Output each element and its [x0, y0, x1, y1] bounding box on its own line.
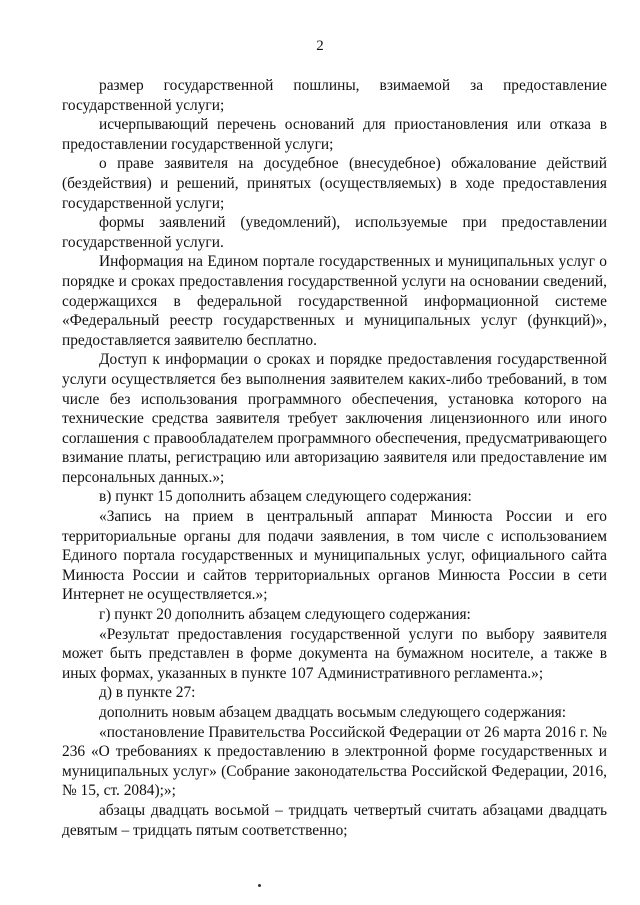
paragraph: дополнить новым абзацем двадцать восьмым следующего содержания: — [99, 704, 566, 721]
paragraph: в) пункт 15 дополнить абзацем следующего содержания: — [99, 488, 472, 506]
paragraph: формы заявлений (уведомлений), используемые при предоставлении государственной услуги. — [62, 214, 607, 251]
paragraph: исчерпывающий перечень оснований для приостановления или отказа в предоставлении государственной услуги; — [62, 116, 607, 153]
paragraph: о праве заявителя на досудебное (внесудебное) обжалование действий (бездействия) и решений, принятых (осуществляемых) в ходе предоставления государственной услуги; — [62, 155, 607, 212]
document-body — [62, 76, 607, 840]
scan-dot-mark — [258, 884, 261, 887]
page-number: 2 — [316, 38, 324, 54]
paragraph: размер государственной пошлины, взимаемой за предоставление государственной услуги; — [62, 77, 607, 114]
paragraph: «постановление Правительства Российской Федерации от 26 марта 2016 г. № 236 «О требованиях к предоставлению в электронной форме государственных и муниципальных услуг» (Собрание законодательства Российской Федерации, 2016, № 15, ст. 2084);»; — [62, 723, 607, 800]
paragraph: «Запись на прием в центральный аппарат Минюста России и его территориальные органы для подачи заявления, в том числе с использованием Единого портала государственных и муниципальных услуг, официального сайта Минюста России и сайтов территориальных органов Минюста России в сети Интернет не осуществляется.»; — [62, 508, 607, 604]
paragraph: Информация на Едином портале государственных и муниципальных услуг о порядке и сроках предоставления государственной услуги на основании сведений, содержащихся в федеральной государственной информационной системе «Федеральный реестр государственных и муниципальных услуг (функций)», предоставляется заявителю бесплатно. — [62, 253, 607, 349]
paragraph: «Результат предоставления государственной услуги по выбору заявителя может быть представлен в форме документа на бумажном носителе, а также в иных формах, указанных в пункте 107 Административного регламента.»; — [62, 625, 607, 682]
paragraph: г) пункт 20 дополнить абзацем следующего содержания: — [99, 606, 471, 624]
paragraph: д) в пункте 27: — [99, 684, 196, 702]
paragraph: Доступ к информации о сроках и порядке предоставления государственной услуги осуществляется без выполнения заявителем каких-либо требований, в том числе без использования программного обеспечения, установка которого на технические средства заявителя требует заключения лицензионного или иного соглашения с правообладателем программного обеспечения, предусматривающего взимание платы, регистрацию или авторизацию заявителя или предоставление им персональных данных.»; — [62, 351, 607, 486]
paragraph: абзацы двадцать восьмой – тридцать четвертый считать абзацами двадцать девятым – тридцать пятым соответственно; — [62, 801, 607, 839]
